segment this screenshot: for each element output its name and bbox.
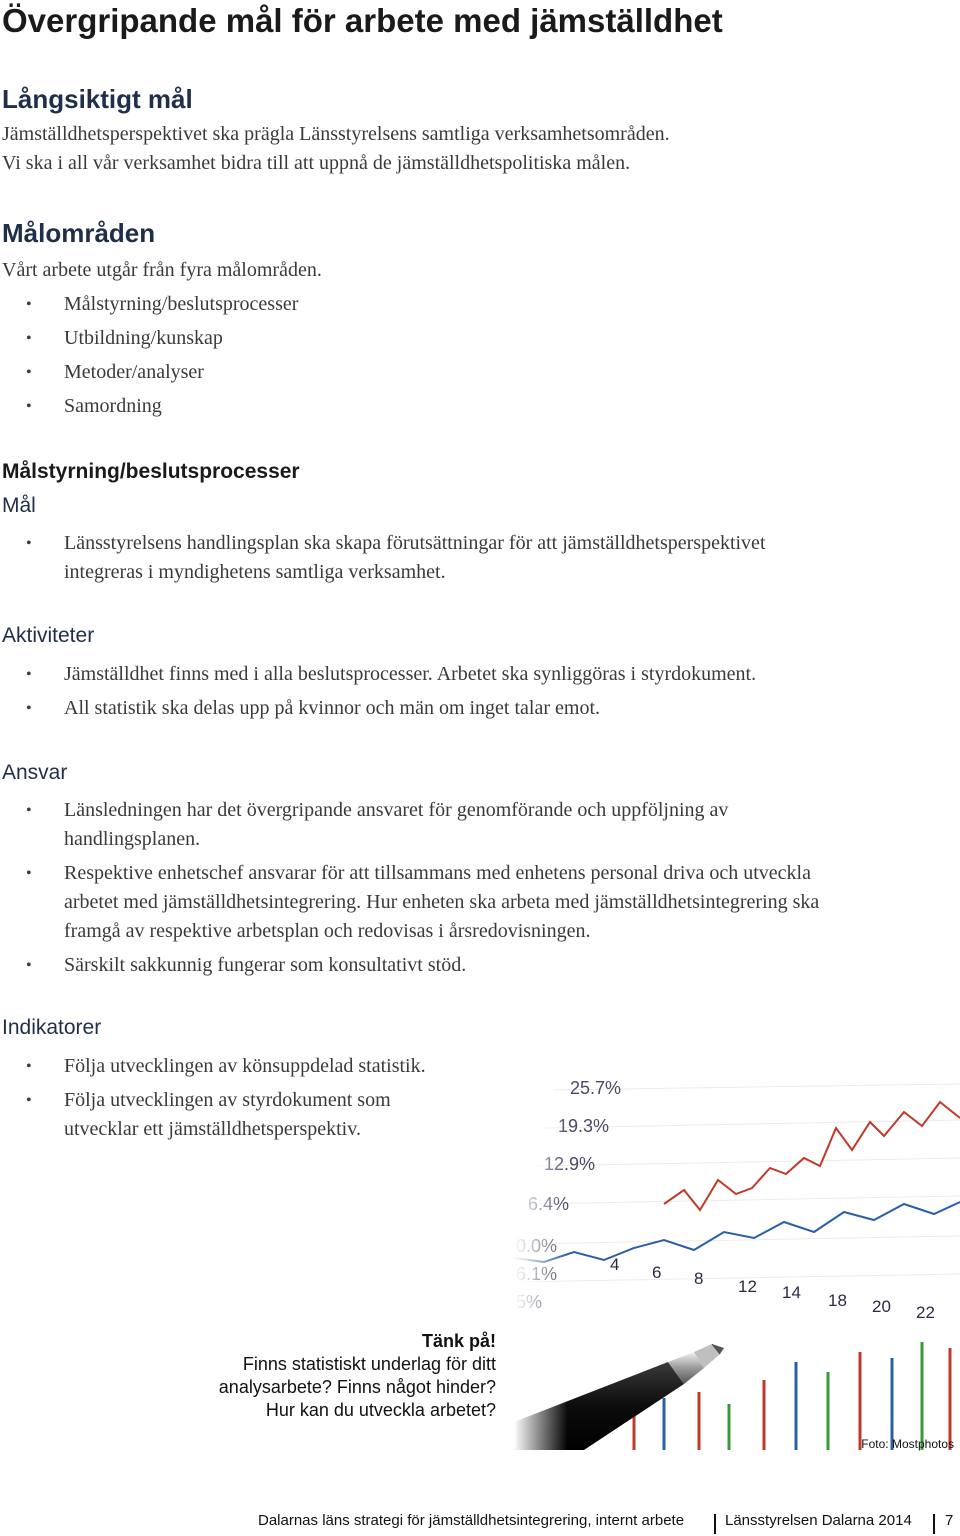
think-line: Finns statistiskt underlag för ditt <box>242 1354 496 1374</box>
photo-credit: Foto: Mostphotos <box>861 1437 954 1451</box>
list-line: • Följa utvecklingen av könsuppdelad statistik. <box>64 1055 426 1077</box>
footer-doc-title: Dalarnas läns strategi för jämställdhetsintegrering, internt arbete <box>258 1512 685 1529</box>
goal-list <box>0 529 940 587</box>
list-item <box>0 859 940 946</box>
long-term-line: Jämställdhetsperspektivet ska prägla Länsstyrelsens samtliga verksamhetsområden. <box>2 123 670 145</box>
chart-photo <box>514 1062 960 1450</box>
goal-heading: Mål <box>2 494 36 517</box>
long-term-text <box>2 120 670 178</box>
think-title: Tänk på! <box>421 1331 496 1351</box>
think-box <box>176 1330 496 1422</box>
page-number: 7 <box>945 1512 954 1529</box>
list-line: arbetet med jämställdhetsintegrering. Hur enheten ska arbeta med jämställdhetsintegrering ska <box>64 891 820 913</box>
long-term-heading: Långsiktigt mål <box>2 84 193 114</box>
list-line: handlingsplanen. <box>64 828 201 850</box>
long-term-line: Vi ska i all vår verksamhet bidra till att uppnå de jämställdhetspolitiska målen. <box>2 152 631 174</box>
list-line: • Följa utvecklingen av styrdokument som <box>64 1089 391 1111</box>
list-line: • Särskilt sakkunnig fungerar som konsultativt stöd. <box>64 954 467 976</box>
footer-org: Länsstyrelsen Dalarna 2014 <box>725 1512 912 1529</box>
responsibility-heading: Ansvar <box>2 761 68 784</box>
list-item: • Jämställdhet finns med i alla beslutsprocesser. Arbetet ska synliggöras i styrdokument. <box>0 660 940 694</box>
list-line: framgå av respektive arbetsplan och redovisas i årsredovisningen. <box>64 920 591 942</box>
list-line: • Respektive enhetschef ansvarar för att tillsammans med enhetens personal driva och utveckla <box>64 862 811 884</box>
section-heading: Målstyrning/beslutsprocesser <box>2 460 300 483</box>
page-footer <box>0 1512 960 1536</box>
list-line: utvecklar ett jämställdhetsperspektiv. <box>64 1118 361 1140</box>
chart-photo-illustration <box>514 1062 960 1450</box>
footer-divider <box>933 1514 935 1534</box>
activities-heading: Aktiviteter <box>2 624 95 647</box>
goal-areas-list <box>0 290 940 426</box>
goal-areas-intro: Vårt arbete utgår från fyra målområden. <box>2 259 322 281</box>
indicators-heading: Indikatorer <box>2 1016 102 1039</box>
list-item <box>0 529 940 587</box>
list-item: • Utbildning/kunskap <box>0 324 940 358</box>
list-item: • Samordning <box>0 392 940 426</box>
list-line: • Länsledningen har det övergripande ansvaret för genomförande och uppföljning av <box>64 799 729 821</box>
think-line: analysarbete? Finns något hinder? <box>218 1377 496 1397</box>
page-title: Övergripande mål för arbete med jämställdhet <box>2 2 723 39</box>
footer-divider <box>714 1514 716 1534</box>
list-item: • Målstyrning/beslutsprocesser <box>0 290 940 324</box>
list-line: integreras i myndighetens samtliga verksamhet. <box>64 561 446 583</box>
list-item: • All statistik ska delas upp på kvinnor och män om inget talar emot. <box>0 694 940 728</box>
think-line: Hur kan du utveckla arbetet? <box>265 1400 496 1420</box>
activities-list <box>0 660 940 728</box>
list-item <box>0 951 940 980</box>
list-item <box>0 796 940 854</box>
list-item: • Metoder/analyser <box>0 358 940 392</box>
goal-areas-heading: Målområden <box>2 218 156 248</box>
list-line: • Länsstyrelsens handlingsplan ska skapa förutsättningar för att jämställdhetsperspektivet <box>64 532 766 554</box>
responsibility-list <box>0 796 940 980</box>
